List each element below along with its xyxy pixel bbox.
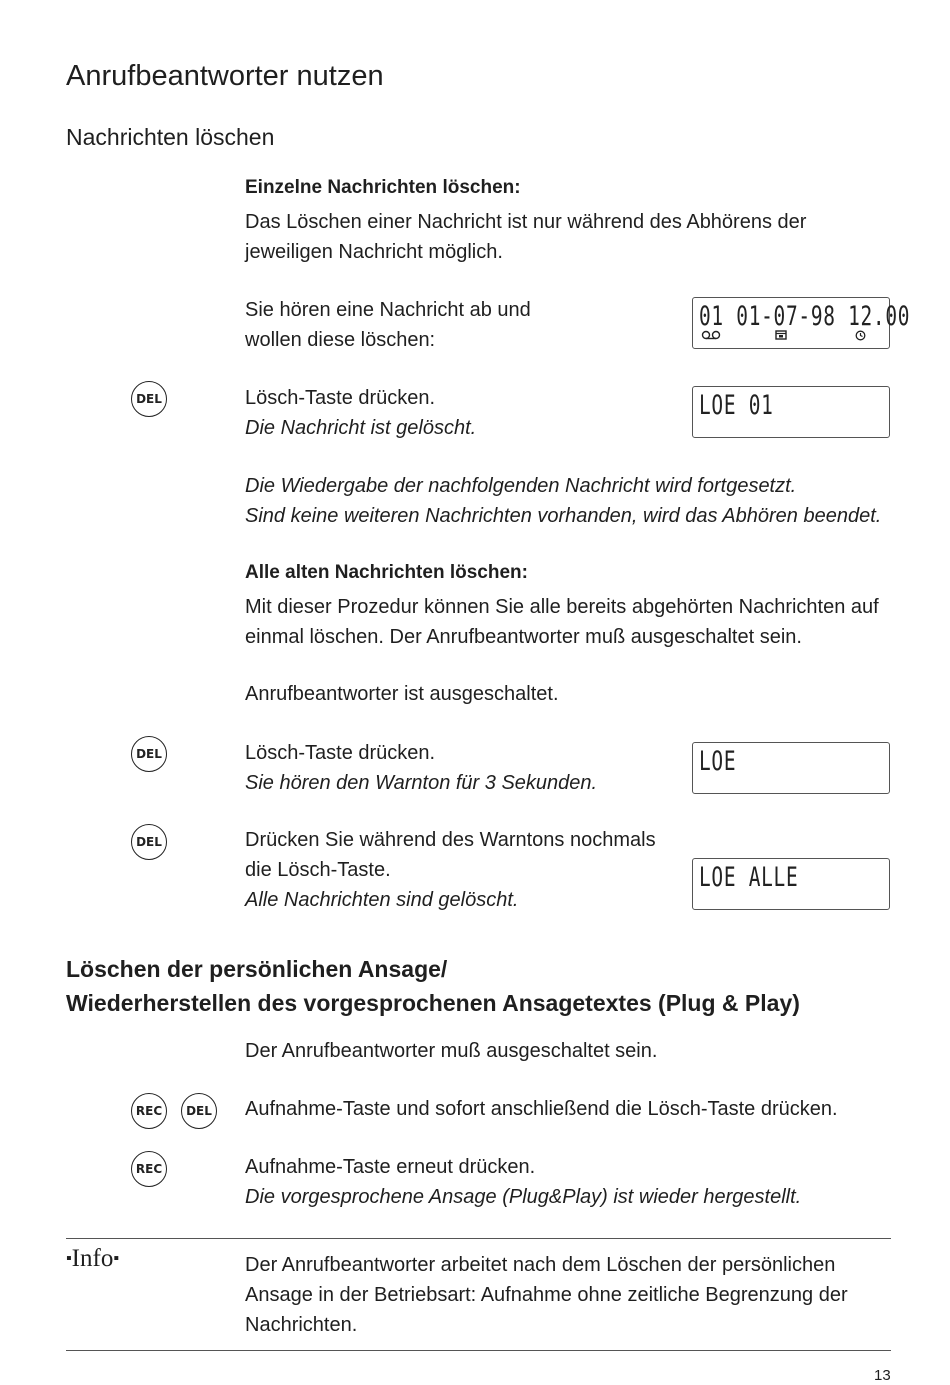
paragraph-all-intro: Mit dieser Prozedur können Sie alle bereits abgehörten Nachrichten auf einmal löschen. Der Anrufbeantworter muß ausgeschaltet sein. — [245, 596, 879, 648]
lcd-display-loe-alle — [692, 858, 890, 910]
subheading-all-old-messages: Alle alten Nachrichten löschen: — [245, 562, 528, 583]
info-top-rule — [66, 1238, 891, 1239]
page-title: Anrufbeantworter nutzen — [66, 60, 384, 92]
info-label: ▪Info▪ — [66, 1245, 119, 1272]
lcd-text: LOE — [699, 746, 737, 777]
del-key-icon: DEL — [131, 381, 167, 417]
rec-key-icon: REC — [131, 1151, 167, 1187]
lcd-text: LOE ALLE — [699, 862, 799, 893]
step-press-delete-again: Drücken Sie während des Warntons nochmals die Lösch-Taste. Alle Nachrichten sind gelöscht. — [245, 829, 656, 911]
del-key-icon: DEL — [131, 824, 167, 860]
step-press-delete: Lösch-Taste drücken. Die Nachricht ist gelöscht. — [245, 387, 477, 439]
state-must-be-off: Der Anrufbeantworter muß ausgeschaltet sein. — [245, 1040, 658, 1062]
step-rec-then-del: Aufnahme-Taste und sofort anschließend die Lösch-Taste drücken. — [245, 1098, 838, 1120]
section-heading-delete-announcement: Löschen der persönlichen Ansage/ Wiederherstellen des vorgesprochenen Ansagetextes (Plug & Play) — [66, 956, 800, 1016]
lcd-display-loe — [692, 742, 890, 794]
rec-key-icon: REC — [131, 1093, 167, 1129]
calendar-icon — [775, 330, 787, 343]
del-key-icon: DEL — [181, 1093, 217, 1129]
page-number: 13 — [874, 1367, 891, 1384]
step-press-delete-warn: Lösch-Taste drücken. Sie hören den Warnton für 3 Sekunden. — [245, 742, 598, 794]
note-playback-continues: Die Wiedergabe der nachfolgenden Nachricht wird fortgesetzt. Sind keine weiteren Nachrichten vorhanden, wird das Abhören beendet. — [245, 475, 882, 527]
step-listening-text: Sie hören eine Nachricht ab und wollen diese löschen: — [245, 299, 531, 351]
info-bottom-rule — [66, 1350, 891, 1351]
lcd-display-message-date — [692, 297, 911, 349]
info-bullet-icon: ▪ — [66, 1250, 72, 1267]
lcd-text: LOE 01 — [699, 390, 774, 421]
state-switched-off: Anrufbeantworter ist ausgeschaltet. — [245, 683, 559, 705]
info-bullet-icon: ▪ — [113, 1250, 119, 1267]
del-key-icon: DEL — [131, 736, 167, 772]
step-rec-again: Aufnahme-Taste erneut drücken. Die vorgesprochene Ansage (Plug&Play) ist wieder hergestellt. — [245, 1156, 802, 1208]
info-text: Der Anrufbeantworter arbeitet nach dem Löschen der persönlichen Ansage in der Betriebsart: Aufnahme ohne zeitliche Begrenzung der Nachrichten. — [245, 1254, 848, 1336]
subheading-single-messages: Einzelne Nachrichten löschen: — [245, 177, 521, 198]
clock-icon — [855, 330, 866, 344]
lcd-display-loe-01 — [692, 386, 890, 438]
paragraph-single-intro: Das Löschen einer Nachricht ist nur während des Abhörens der jeweiligen Nachricht möglich. — [245, 211, 807, 263]
lcd-text: 01 01-07-98 12.00 — [699, 301, 911, 332]
section-heading-delete-messages: Nachrichten löschen — [66, 124, 275, 150]
cassette-icon — [701, 330, 721, 343]
